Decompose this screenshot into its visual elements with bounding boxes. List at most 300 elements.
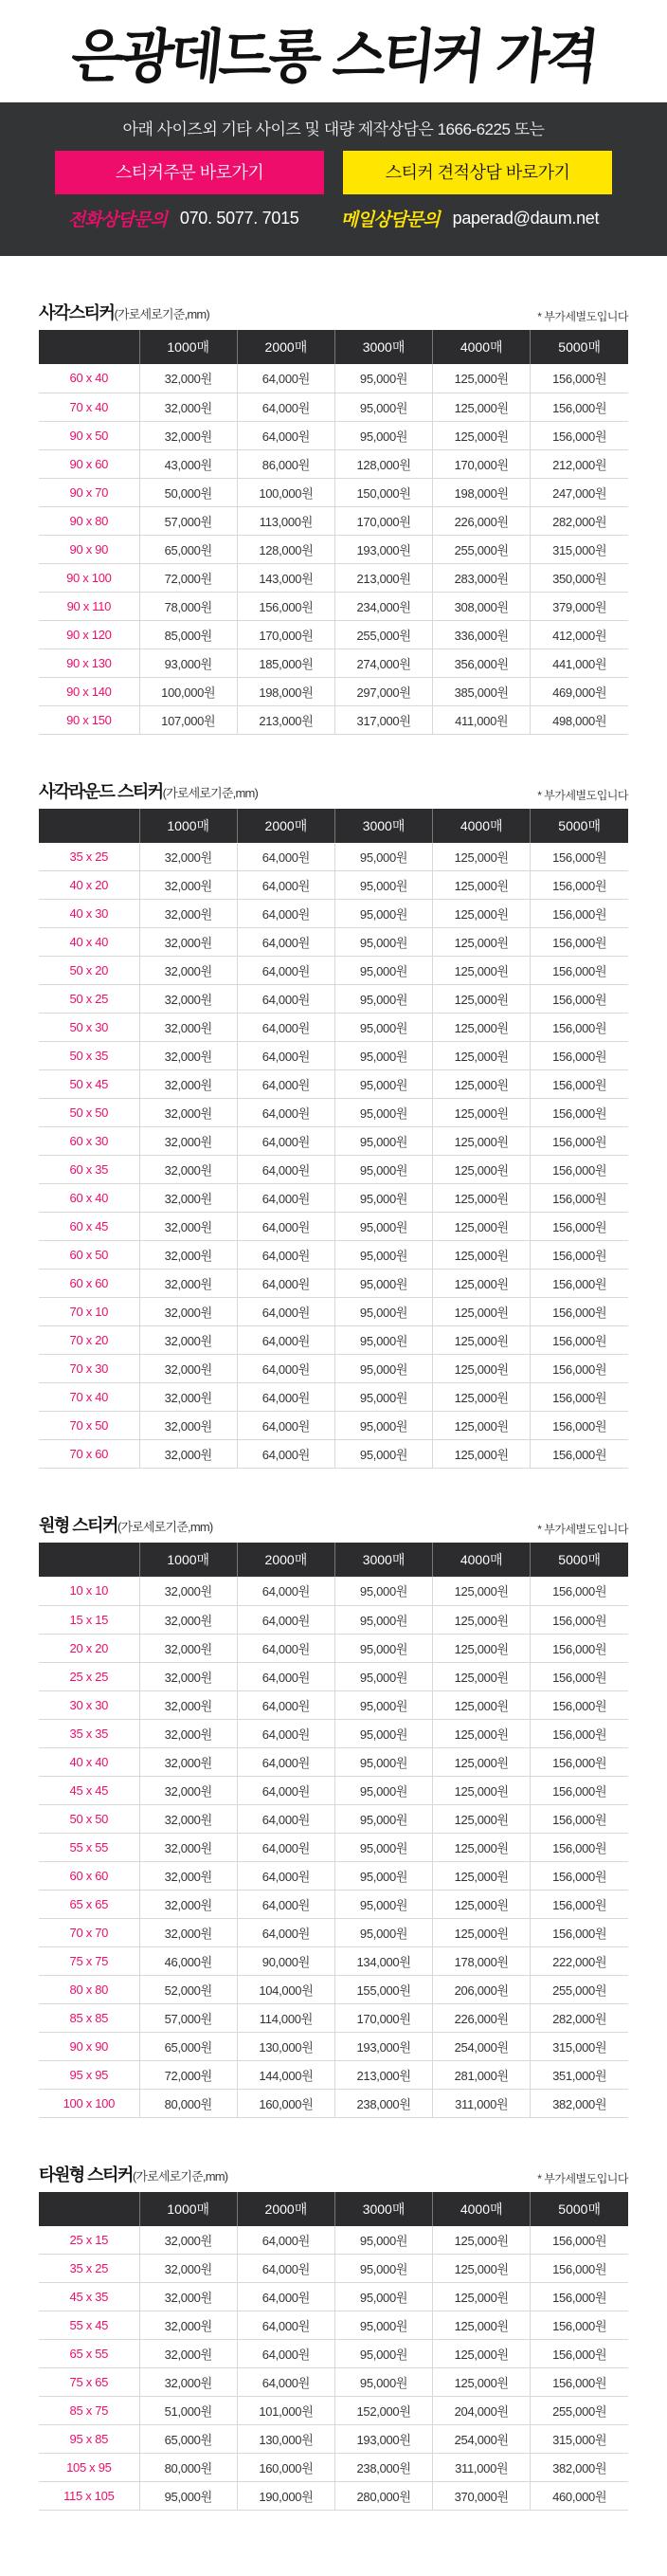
table-row [39,506,628,535]
price-cell: 315,000원 [531,2032,628,2060]
price-cell: 78,000원 [139,592,237,620]
phone-value: 070. 5077. 7015 [179,209,299,228]
price-cell: 114,000원 [237,2003,334,2032]
price-cell: 125,000원 [433,985,531,1014]
size-cell: 90 x 70 [39,478,139,506]
price-cell: 64,000원 [237,1719,334,1747]
price-cell: 125,000원 [433,2283,531,2311]
price-cell: 95,000원 [334,1014,432,1042]
price-cell: 283,000원 [433,563,531,592]
price-cell: 156,000원 [531,1634,628,1662]
phone-label: 전화상담문의 [67,210,167,230]
size-cell: 85 x 75 [39,2397,139,2425]
column-header: 2000매 [237,809,334,843]
price-cell: 125,000원 [433,843,531,871]
size-cell: 35 x 35 [39,1719,139,1747]
price-cell: 125,000원 [433,871,531,900]
price-cell: 85,000원 [139,620,237,649]
table-row [39,2060,628,2089]
price-cell: 226,000원 [433,2003,531,2032]
price-cell: 95,000원 [334,1577,432,1605]
price-cell: 125,000원 [433,1833,531,1861]
price-cell: 64,000원 [237,2226,334,2255]
price-cell: 32,000원 [139,1099,237,1127]
price-cell: 95,000원 [334,393,432,421]
price-cell: 143,000원 [237,563,334,592]
table-header-row [39,330,628,364]
size-cell: 55 x 55 [39,1833,139,1861]
price-cell: 125,000원 [433,1213,531,1241]
price-cell: 95,000원 [334,1804,432,1833]
price-cell: 125,000원 [433,1014,531,1042]
price-cell: 282,000원 [531,506,628,535]
price-cell: 336,000원 [433,620,531,649]
price-cell: 32,000원 [139,1719,237,1747]
price-cell: 125,000원 [433,1918,531,1946]
table-row [39,2368,628,2397]
price-cell: 155,000원 [334,1975,432,2003]
price-cell: 170,000원 [334,2003,432,2032]
price-cell: 51,000원 [139,2397,237,2425]
size-cell: 70 x 70 [39,1918,139,1946]
price-cell: 385,000원 [433,677,531,705]
price-cell: 128,000원 [334,449,432,478]
size-cell: 90 x 140 [39,677,139,705]
table-row [39,1355,628,1383]
size-cell: 70 x 60 [39,1440,139,1469]
price-cell: 32,000원 [139,2368,237,2397]
size-cell: 50 x 25 [39,985,139,1014]
email-value[interactable]: paperad@daum.net [452,209,600,228]
price-cell: 156,000원 [531,1861,628,1890]
price-cell: 255,000원 [531,1975,628,2003]
price-cell: 95,000원 [334,1719,432,1747]
price-cell: 32,000원 [139,1184,237,1213]
price-cell: 125,000원 [433,1662,531,1690]
quote-button[interactable]: 스티커 견적상담 바로가기 [343,151,612,194]
section-title-text: 원형 스티커 [39,1516,117,1535]
column-header: 5000매 [531,330,628,364]
price-cell: 156,000원 [531,871,628,900]
column-header [39,2192,139,2226]
price-cell: 64,000원 [237,900,334,928]
title-area [0,0,667,102]
price-cell: 160,000원 [237,2454,334,2482]
table-row [39,1070,628,1099]
table-row [39,1634,628,1662]
price-cell: 32,000원 [139,2226,237,2255]
table-row [39,1440,628,1469]
size-cell: 60 x 45 [39,1213,139,1241]
price-cell: 156,000원 [531,364,628,393]
price-cell: 193,000원 [334,535,432,563]
vat-note: * 부가세별도입니다 [537,310,628,323]
column-header: 4000매 [433,330,531,364]
price-cell: 95,000원 [334,1298,432,1326]
price-cell: 125,000원 [433,2226,531,2255]
price-cell: 86,000원 [237,449,334,478]
table-row [39,2454,628,2482]
price-cell: 32,000원 [139,957,237,985]
size-cell: 115 x 105 [39,2482,139,2511]
section-title-text: 사각라운드 스티커 [39,781,163,801]
price-cell: 32,000원 [139,1127,237,1156]
size-cell: 50 x 50 [39,1804,139,1833]
price-cell: 32,000원 [139,2340,237,2368]
price-cell: 32,000원 [139,843,237,871]
size-cell: 40 x 30 [39,900,139,928]
price-cell: 52,000원 [139,1975,237,2003]
size-cell: 25 x 15 [39,2226,139,2255]
price-cell: 95,000원 [334,900,432,928]
price-table [39,809,628,1470]
price-cell: 64,000원 [237,1184,334,1213]
price-cell: 64,000원 [237,1270,334,1298]
price-cell: 32,000원 [139,1070,237,1099]
table-row [39,421,628,449]
price-cell: 64,000원 [237,1326,334,1355]
price-cell: 64,000원 [237,421,334,449]
price-cell: 125,000원 [433,393,531,421]
table-row [39,2255,628,2283]
table-row [39,364,628,393]
price-cell: 95,000원 [334,1241,432,1270]
price-cell: 412,000원 [531,620,628,649]
table-row [39,535,628,563]
size-cell: 65 x 55 [39,2340,139,2368]
table-row [39,843,628,871]
price-cell: 156,000원 [531,1383,628,1412]
price-cell: 125,000원 [433,1577,531,1605]
price-cell: 64,000원 [237,1890,334,1918]
table-row [39,478,628,506]
price-cell: 382,000원 [531,2089,628,2117]
price-cell: 213,000원 [237,705,334,734]
size-cell: 90 x 80 [39,506,139,535]
price-cell: 32,000원 [139,1833,237,1861]
table-row [39,1270,628,1298]
price-cell: 32,000원 [139,1042,237,1070]
price-cell: 156,000원 [531,2340,628,2368]
price-cell: 64,000원 [237,1833,334,1861]
price-cell: 107,000원 [139,705,237,734]
price-cell: 156,000원 [531,1605,628,1634]
table-row [39,393,628,421]
price-cell: 125,000원 [433,1184,531,1213]
size-cell: 45 x 35 [39,2283,139,2311]
price-cell: 125,000원 [433,421,531,449]
price-cell: 57,000원 [139,506,237,535]
price-cell: 32,000원 [139,1605,237,1634]
price-cell: 170,000원 [334,506,432,535]
table-row [39,1776,628,1804]
size-cell: 65 x 65 [39,1890,139,1918]
column-header: 2000매 [237,1543,334,1577]
table-row [39,2340,628,2368]
price-cell: 64,000원 [237,871,334,900]
column-header: 4000매 [433,1543,531,1577]
price-section [39,301,628,735]
table-row [39,1975,628,2003]
price-cell: 101,000원 [237,2397,334,2425]
column-header [39,1543,139,1577]
price-cell: 134,000원 [334,1946,432,1975]
table-row [39,1213,628,1241]
price-cell: 64,000원 [237,1605,334,1634]
table-row [39,1014,628,1042]
price-cell: 178,000원 [433,1946,531,1975]
price-cell: 469,000원 [531,677,628,705]
size-cell: 40 x 40 [39,928,139,957]
size-cell: 90 x 100 [39,563,139,592]
price-cell: 95,000원 [334,1099,432,1127]
price-cell: 125,000원 [433,1861,531,1890]
table-row [39,1662,628,1690]
size-cell: 35 x 25 [39,843,139,871]
price-cell: 95,000원 [334,1326,432,1355]
price-cell: 64,000원 [237,1156,334,1184]
price-cell: 95,000원 [334,1747,432,1776]
price-cell: 156,000원 [531,1298,628,1326]
price-cell: 125,000원 [433,1298,531,1326]
price-cell: 274,000원 [334,649,432,677]
table-row [39,592,628,620]
contact-row [0,206,667,231]
price-cell: 350,000원 [531,563,628,592]
price-cell: 156,000원 [531,957,628,985]
price-cell: 125,000원 [433,2340,531,2368]
table-header-row [39,809,628,843]
price-cell: 64,000원 [237,1918,334,1946]
column-header [39,330,139,364]
price-cell: 156,000원 [531,1042,628,1070]
price-cell: 498,000원 [531,705,628,734]
price-cell: 156,000원 [531,1577,628,1605]
price-cell: 156,000원 [531,1833,628,1861]
price-cell: 125,000원 [433,1070,531,1099]
price-cell: 156,000원 [531,1184,628,1213]
price-cell: 156,000원 [237,592,334,620]
price-cell: 65,000원 [139,535,237,563]
size-cell: 95 x 95 [39,2060,139,2089]
table-row [39,928,628,957]
price-cell: 64,000원 [237,2311,334,2340]
price-cell: 156,000원 [531,1213,628,1241]
size-cell: 20 x 20 [39,1634,139,1662]
size-cell: 70 x 40 [39,1383,139,1412]
price-cell: 32,000원 [139,1577,237,1605]
table-row [39,1298,628,1326]
column-header: 4000매 [433,809,531,843]
price-cell: 128,000원 [237,535,334,563]
table-row [39,1383,628,1412]
price-cell: 95,000원 [334,1634,432,1662]
price-cell: 356,000원 [433,649,531,677]
price-cell: 226,000원 [433,506,531,535]
price-cell: 156,000원 [531,1776,628,1804]
price-cell: 95,000원 [334,1270,432,1298]
price-cell: 156,000원 [531,1241,628,1270]
contact-banner [0,102,667,256]
price-cell: 156,000원 [531,1270,628,1298]
price-cell: 100,000원 [237,478,334,506]
table-row [39,1690,628,1719]
price-cell: 95,000원 [334,1662,432,1690]
price-cell: 150,000원 [334,478,432,506]
price-cell: 212,000원 [531,449,628,478]
price-cell: 64,000원 [237,1747,334,1776]
table-row [39,705,628,734]
price-cell: 125,000원 [433,1690,531,1719]
price-cell: 95,000원 [334,1861,432,1890]
price-cell: 238,000원 [334,2454,432,2482]
price-cell: 125,000원 [433,1127,531,1156]
price-cell: 198,000원 [433,478,531,506]
table-row [39,449,628,478]
price-cell: 95,000원 [334,1918,432,1946]
price-cell: 125,000원 [433,1634,531,1662]
size-cell: 55 x 45 [39,2311,139,2340]
column-header: 2000매 [237,330,334,364]
price-cell: 152,000원 [334,2397,432,2425]
price-cell: 156,000원 [531,1412,628,1440]
price-cell: 64,000원 [237,1804,334,1833]
price-section [39,1514,628,2118]
section-title [39,778,258,803]
table-row [39,2482,628,2511]
section-subtitle: (가로세로기준,mm) [117,1520,213,1534]
column-header: 5000매 [531,809,628,843]
section-header [39,301,628,324]
price-cell: 113,000원 [237,506,334,535]
table-row [39,563,628,592]
size-cell: 15 x 15 [39,1605,139,1634]
price-cell: 64,000원 [237,1070,334,1099]
price-cell: 95,000원 [334,985,432,1014]
price-cell: 64,000원 [237,2283,334,2311]
price-cell: 156,000원 [531,1747,628,1776]
price-cell: 213,000원 [334,563,432,592]
price-cell: 125,000원 [433,364,531,393]
price-cell: 156,000원 [531,985,628,1014]
price-cell: 317,000원 [334,705,432,734]
size-cell: 60 x 60 [39,1270,139,1298]
price-cell: 95,000원 [334,1127,432,1156]
table-row [39,1412,628,1440]
price-cell: 32,000원 [139,1383,237,1412]
price-cell: 254,000원 [433,2425,531,2454]
price-cell: 64,000원 [237,1662,334,1690]
price-cell: 95,000원 [334,1440,432,1469]
price-cell: 190,000원 [237,2482,334,2511]
column-header: 1000매 [139,2192,237,2226]
price-cell: 64,000원 [237,985,334,1014]
banner-note: 아래 사이즈외 기타 사이즈 및 대량 제작상담은 1666-6225 또는 [122,120,545,138]
table-row [39,900,628,928]
section-title [39,2162,227,2186]
price-cell: 64,000원 [237,957,334,985]
price-cell: 32,000원 [139,393,237,421]
size-cell: 40 x 20 [39,871,139,900]
price-cell: 382,000원 [531,2454,628,2482]
table-row [39,1861,628,1890]
price-cell: 280,000원 [334,2482,432,2511]
price-cell: 130,000원 [237,2425,334,2454]
price-cell: 125,000원 [433,1440,531,1469]
price-cell: 64,000원 [237,1861,334,1890]
price-cell: 32,000원 [139,1776,237,1804]
price-cell: 156,000원 [531,1014,628,1042]
vat-note: * 부가세별도입니다 [537,1523,628,1536]
price-cell: 156,000원 [531,1127,628,1156]
size-cell: 50 x 20 [39,957,139,985]
size-cell: 70 x 50 [39,1412,139,1440]
price-cell: 95,000원 [334,1412,432,1440]
size-cell: 75 x 65 [39,2368,139,2397]
price-cell: 64,000원 [237,843,334,871]
price-cell: 411,000원 [433,705,531,734]
price-cell: 32,000원 [139,985,237,1014]
table-header-row [39,1543,628,1577]
price-cell: 156,000원 [531,1804,628,1833]
price-cell: 130,000원 [237,2032,334,2060]
price-cell: 72,000원 [139,2060,237,2089]
price-cell: 64,000원 [237,1577,334,1605]
table-row [39,2425,628,2454]
price-cell: 95,000원 [334,364,432,393]
price-cell: 43,000원 [139,449,237,478]
price-cell: 64,000원 [237,1690,334,1719]
price-cell: 95,000원 [139,2482,237,2511]
table-row [39,1747,628,1776]
section-header [39,2164,628,2186]
size-cell: 30 x 30 [39,1690,139,1719]
price-cell: 125,000원 [433,1605,531,1634]
email-label: 메일상담문의 [340,210,440,230]
price-cell: 32,000원 [139,871,237,900]
price-cell: 156,000원 [531,421,628,449]
size-cell: 60 x 40 [39,1184,139,1213]
price-cell: 351,000원 [531,2060,628,2089]
price-table [39,2192,628,2512]
table-row [39,1156,628,1184]
size-cell: 50 x 45 [39,1070,139,1099]
size-cell: 75 x 75 [39,1946,139,1975]
price-cell: 95,000원 [334,2368,432,2397]
table-row [39,1042,628,1070]
price-cell: 32,000원 [139,1662,237,1690]
price-cell: 311,000원 [433,2089,531,2117]
price-cell: 254,000원 [433,2032,531,2060]
price-cell: 64,000원 [237,1213,334,1241]
price-cell: 281,000원 [433,2060,531,2089]
price-cell: 156,000원 [531,1719,628,1747]
column-header: 1000매 [139,1543,237,1577]
price-cell: 156,000원 [531,1156,628,1184]
price-cell: 80,000원 [139,2454,237,2482]
price-cell: 32,000원 [139,1156,237,1184]
size-cell: 105 x 95 [39,2454,139,2482]
price-cell: 156,000원 [531,393,628,421]
column-header: 3000매 [334,809,432,843]
order-button[interactable]: 스티커주문 바로가기 [55,151,324,194]
price-cell: 32,000원 [139,2311,237,2340]
size-cell: 60 x 35 [39,1156,139,1184]
price-cell: 32,000원 [139,1014,237,1042]
price-cell: 95,000원 [334,928,432,957]
table-row [39,1890,628,1918]
size-cell: 95 x 85 [39,2425,139,2454]
